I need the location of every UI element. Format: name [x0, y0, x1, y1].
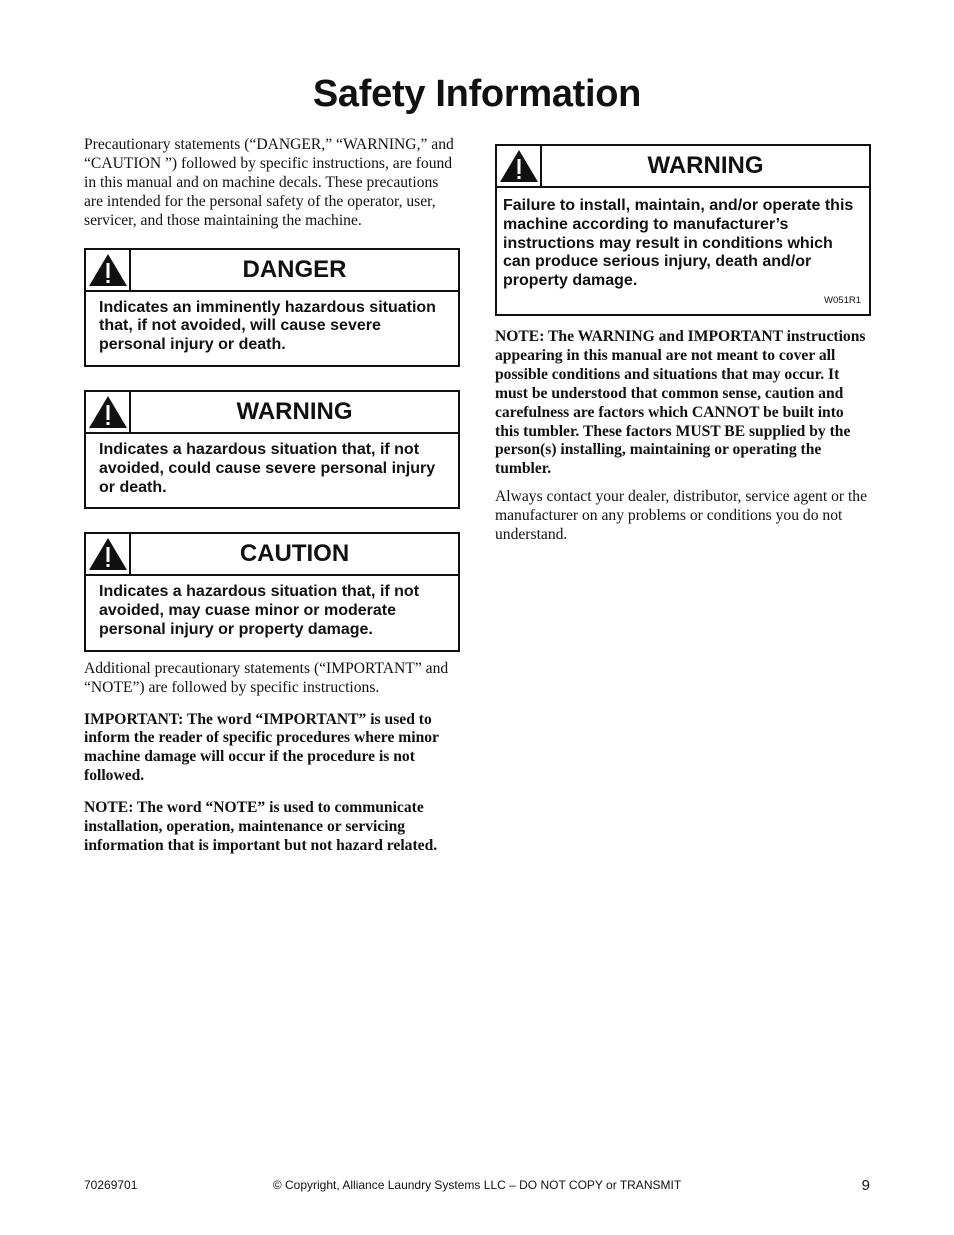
important-paragraph: IMPORTANT: The word “IMPORTANT” is used to inform the reader of specific procedures where minor machine damage will occur if the procedure is not followed. — [84, 710, 439, 785]
note-paragraph: NOTE: The word “NOTE” is used to communicate installation, operation, maintenance or servicing information that is important but not hazard related. — [84, 799, 438, 854]
warning-box — [84, 390, 460, 509]
warning-header — [86, 392, 458, 434]
warning-callout-box — [495, 144, 871, 316]
caution-box — [84, 532, 460, 651]
danger-icon-cell — [86, 250, 131, 290]
warning-heading: WARNING — [236, 397, 353, 425]
warning-callout-code: W051R1 — [824, 294, 861, 306]
caution-heading: CAUTION — [239, 540, 350, 568]
warning-triangle-icon — [88, 395, 128, 429]
warning-callout-icon-cell — [497, 146, 542, 186]
danger-heading: DANGER — [242, 255, 347, 283]
danger-box — [84, 248, 460, 367]
right-note-paragraph: NOTE: The WARNING and IMPORTANT instructions appearing in this manual are not meant to cover all possible conditions and situations that may occur. It must be understood that common sense, caution and carefulness are factors which CANNOT be built into this tumbler. These factors MUST BE supplied by the person(s) installing, maintaining or operating the tumbler. — [495, 327, 866, 478]
danger-header — [86, 250, 458, 292]
right-column — [495, 144, 871, 545]
warning-text: Indicates a hazardous situation that, if not avoided, could cause severe personal injury or death. — [99, 440, 436, 496]
warning-triangle-icon — [499, 149, 539, 183]
page-title: Safety Information — [312, 73, 642, 115]
additional-paragraph: Additional precautionary statements (“IMPORTANT” and “NOTE”) are followed by specific instructions. — [84, 659, 449, 696]
footer-doc-number: 70269701 — [84, 1178, 138, 1192]
warning-callout-text: Failure to install, maintain, and/or operate this machine according to manufacturer’s instructions may result in conditions which can produce serious injury, death and/or property damage. — [503, 197, 854, 290]
warning-icon-cell — [86, 392, 131, 432]
warning-callout-heading: WARNING — [647, 152, 764, 179]
footer-page-number: 9 — [861, 1177, 870, 1194]
footer-copyright: © Copyright, Alliance Laundry Systems LLC – DO NOT COPY or TRANSMIT — [272, 1178, 682, 1192]
warning-callout-header — [497, 146, 869, 188]
contact-paragraph: Always contact your dealer, distributor, service agent or the manufacturer on any problems or conditions you do not understand. — [495, 488, 868, 544]
caution-icon-cell — [86, 534, 131, 574]
warning-triangle-icon — [88, 253, 128, 287]
intro-paragraph: Precautionary statements (“DANGER,” “WARNING,” and “CAUTION ”) followed by specific instructions, are found in this manual and on machine decals. These precautions are intended for the personal safety of the operator, user, servicer, and those maintaining the machine. — [84, 136, 454, 229]
danger-text: Indicates an imminently hazardous situation that, if not avoided, will cause severe personal injury or death. — [99, 298, 436, 354]
warning-triangle-icon — [88, 537, 128, 571]
caution-header — [86, 534, 458, 576]
caution-text: Indicates a hazardous situation that, if not avoided, may cuase minor or moderate personal injury or property damage. — [99, 583, 420, 638]
left-column — [84, 136, 460, 856]
